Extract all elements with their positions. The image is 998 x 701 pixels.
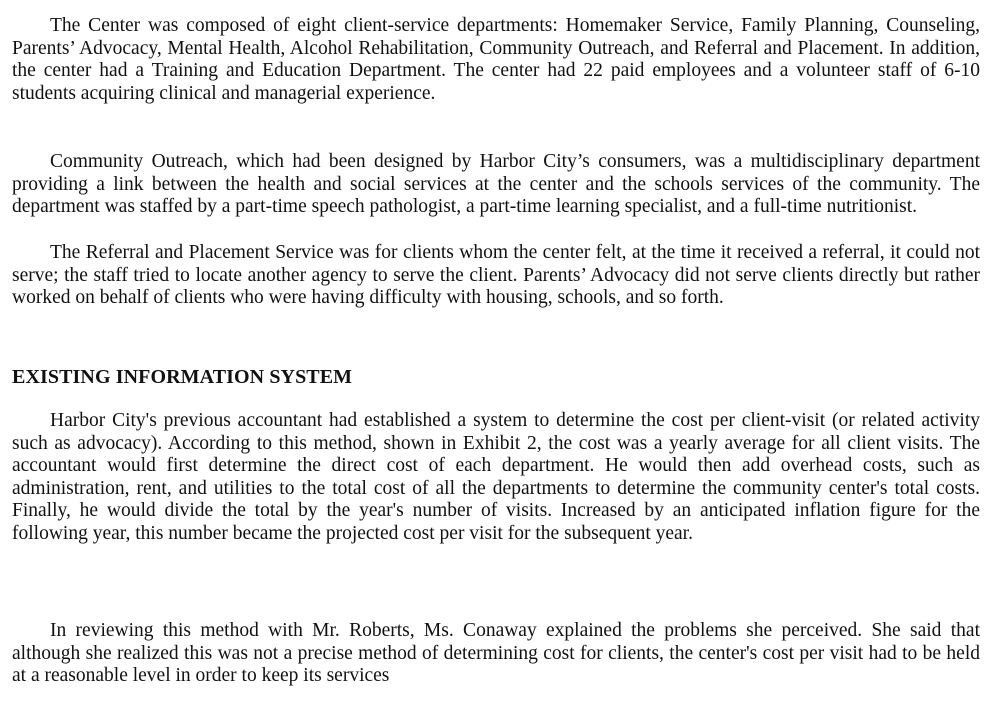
paragraph-departments: The Center was composed of eight client-service departments: Homemaker Service, Family Planning, Counseling, Parents’ Advocacy, Mental Health, Alcohol Rehabilitation, Community Outreach, and Referral and Placement. In addition, the center had a Training and Education Department. The center had 22 paid employees and a volunteer staff of 6-10 students acquiring clinical and managerial experience. (12, 15, 980, 104)
paragraph-community-outreach: Community Outreach, which had been designed by Harbor City’s consumers, was a multidisciplinary department providing a link between the health and social services at the center and the schools services of the community. The department was staffed by a part-time speech pathologist, a part-time learning specialist, and a full-time nutritionist. (12, 151, 980, 218)
paragraph-reviewing-method: In reviewing this method with Mr. Roberts, Ms. Conaway explained the problems she perceived. She said that although she realized this was not a precise method of determining cost for clients, the center's cost per visit had to be held at a reasonable level in order to keep its services (12, 620, 980, 687)
paragraph-previous-accountant: Harbor City's previous accountant had established a system to determine the cost per client-visit (or related activity such as advocacy). According to this method, shown in Exhibit 2, the cost was a yearly average for all client visits. The accountant would first determine the direct cost of each department. He would then add overhead costs, such as administration, rent, and utilities to the total cost of all the departments to determine the community center's total costs. Finally, he would divide the total by the year's number of visits. Increased by an anticipated inflation figure for the following year, this number became the projected cost per visit for the subsequent year. (12, 410, 980, 544)
section-heading: EXISTING INFORMATION SYSTEM (12, 366, 353, 388)
paragraph-referral-placement: The Referral and Placement Service was for clients whom the center felt, at the time it received a referral, it could not serve; the staff tried to locate another agency to serve the client. Parents’ Advocacy did not serve clients directly but rather worked on behalf of clients who were having difficulty with housing, schools, and so forth. (12, 242, 980, 309)
